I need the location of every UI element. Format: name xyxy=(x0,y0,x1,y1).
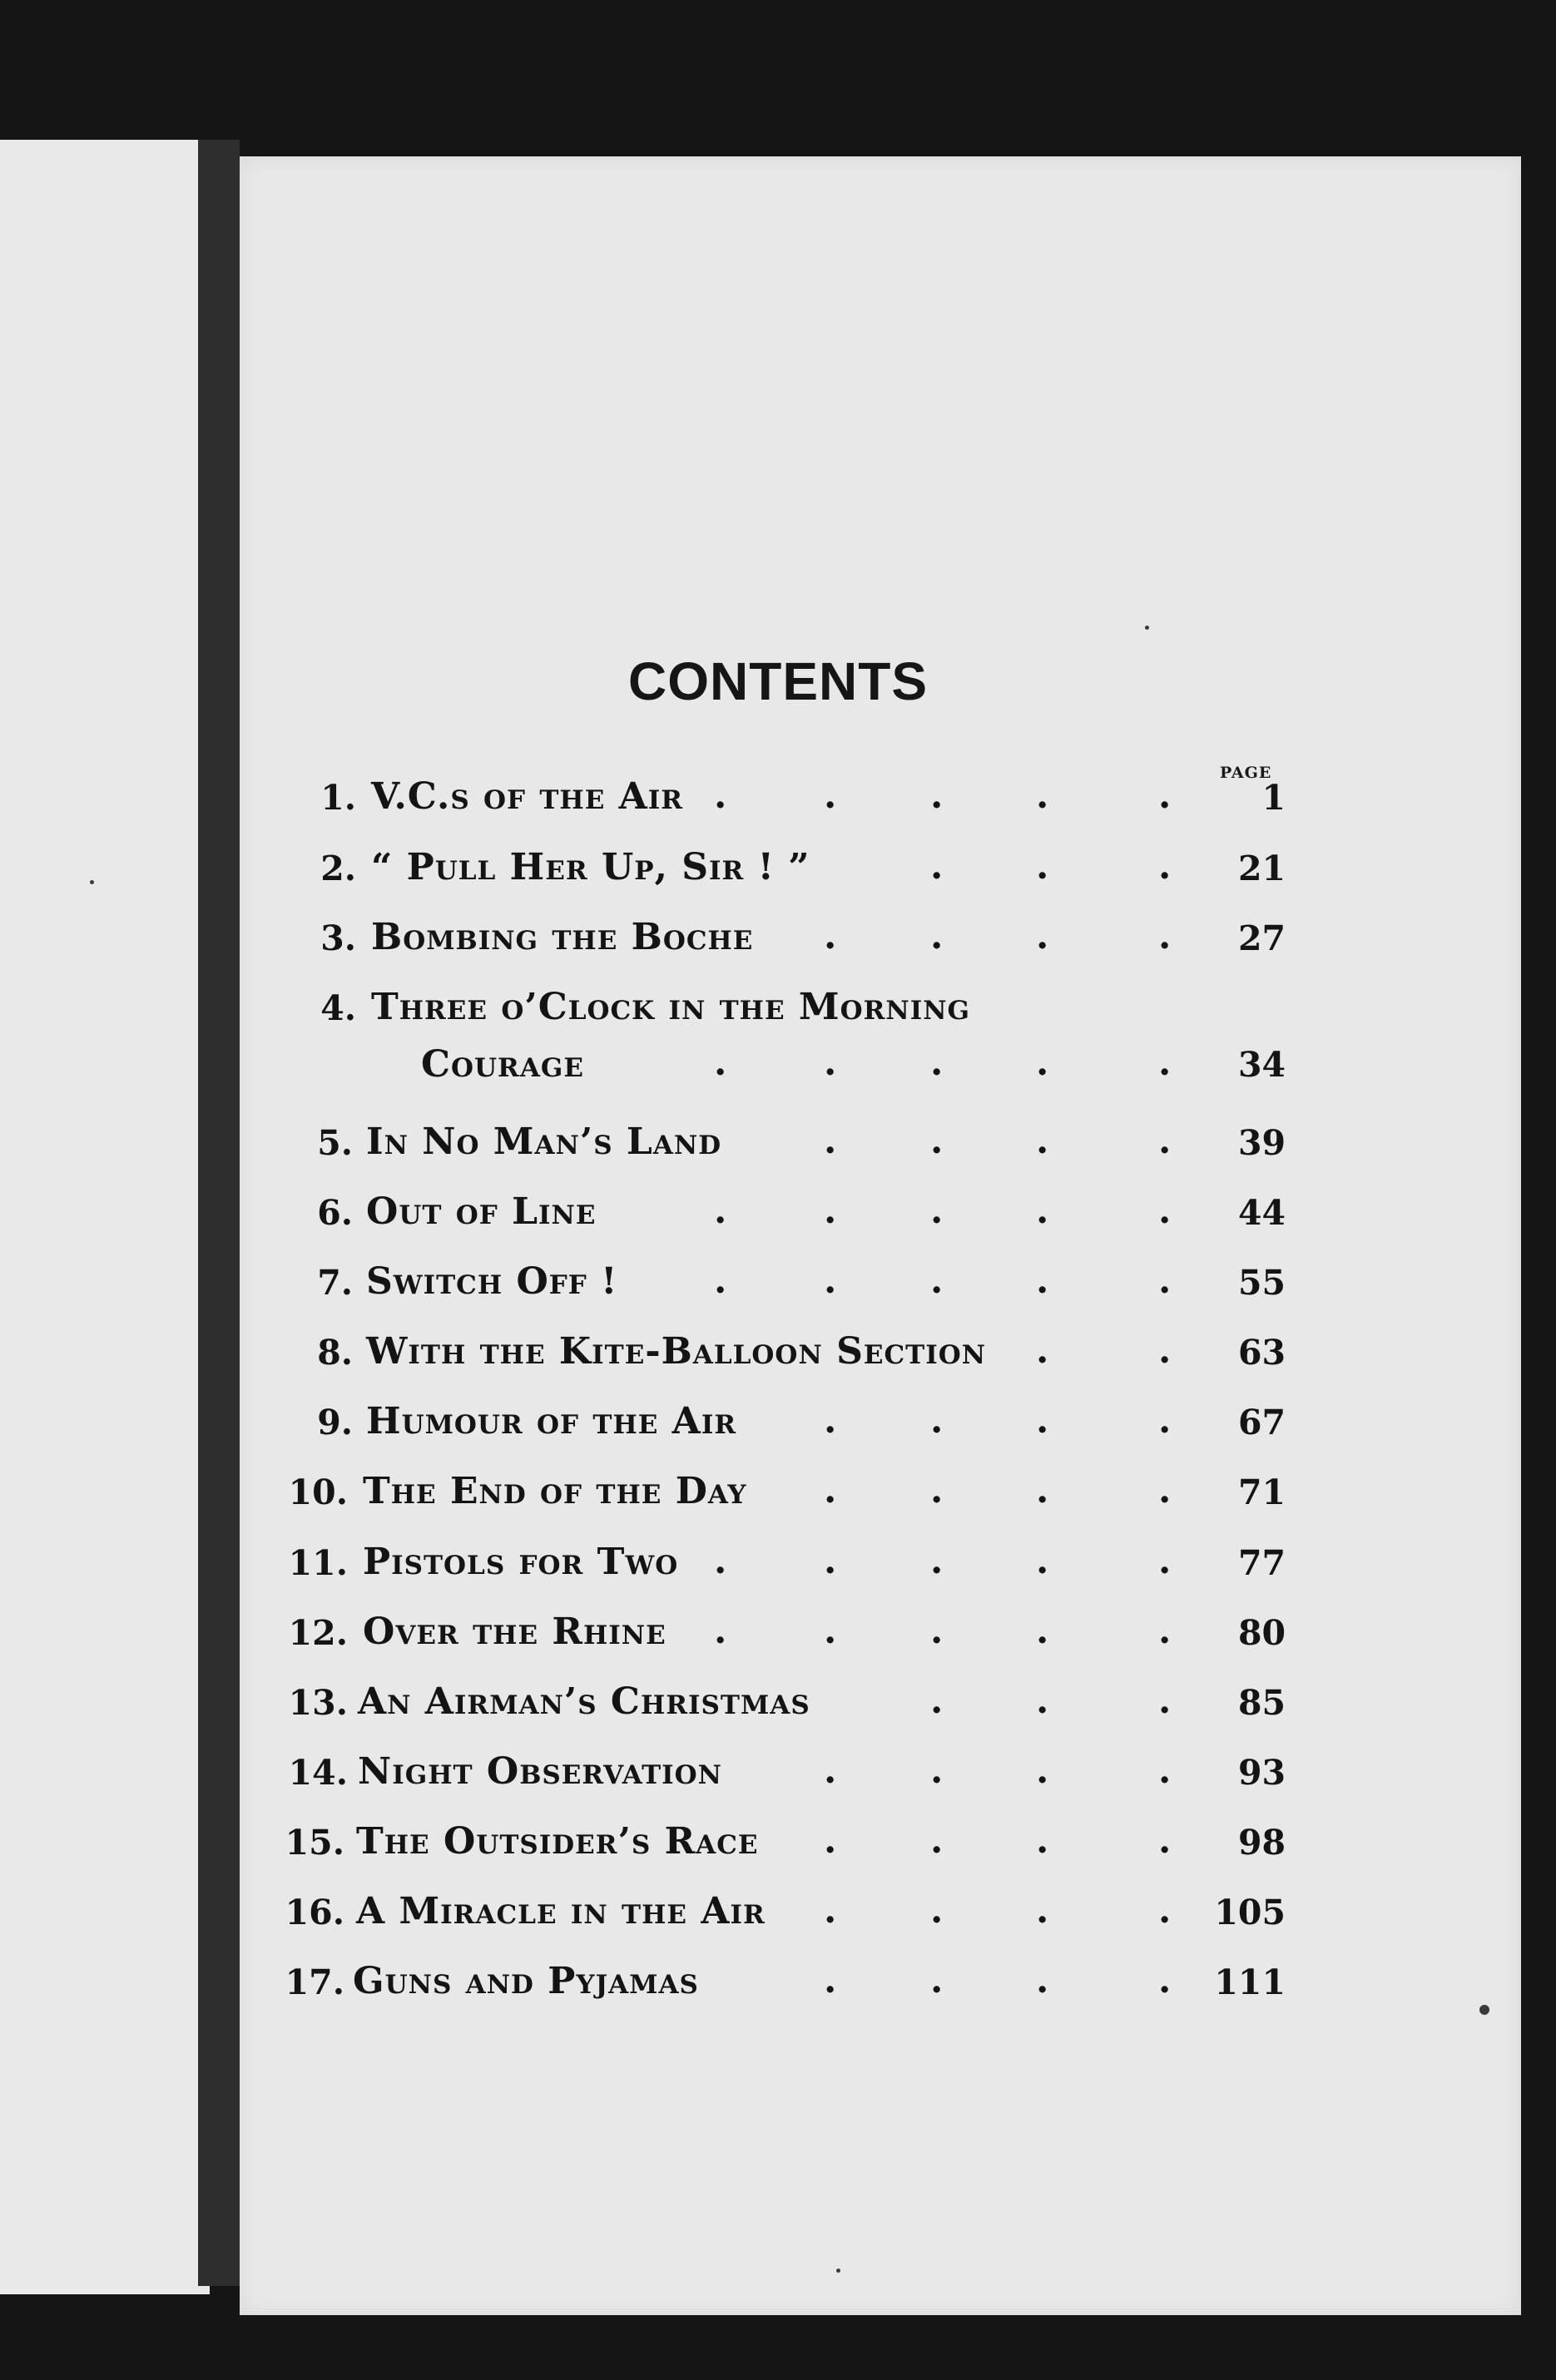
entry-page-number: 93 xyxy=(1237,1753,1286,1793)
entry-number: 1. xyxy=(320,778,356,818)
entry-title: Guns and Pyjamas xyxy=(353,1960,699,2002)
list-item xyxy=(0,915,1556,968)
entry-number: 5. xyxy=(317,1123,353,1163)
leader-dot: . xyxy=(1158,1259,1172,1302)
leader-dot: . xyxy=(824,1042,837,1084)
list-item xyxy=(0,774,1556,828)
leader-dot: . xyxy=(714,1610,727,1652)
list-item xyxy=(0,1540,1556,1593)
leader-dot: . xyxy=(824,1749,837,1792)
entry-page-number: 44 xyxy=(1237,1193,1286,1233)
leader-dot: . xyxy=(1036,1042,1049,1084)
leader-dot: . xyxy=(930,1190,944,1232)
leader-dot: . xyxy=(1158,1190,1172,1232)
list-item xyxy=(0,986,1556,1086)
leader-dot: . xyxy=(1158,1399,1172,1442)
entry-page-number: 85 xyxy=(1237,1683,1286,1723)
list-item xyxy=(0,1120,1556,1173)
leader-dot: . xyxy=(1158,1120,1172,1162)
entry-number: 13. xyxy=(288,1683,348,1723)
leader-dot: . xyxy=(930,1120,944,1162)
entry-number: 9. xyxy=(317,1403,353,1442)
leader-dot: . xyxy=(1158,1469,1172,1512)
leader-dot: . xyxy=(1036,1190,1049,1232)
leader-dot: . xyxy=(1036,1749,1049,1792)
leader-dot: . xyxy=(1036,1469,1049,1512)
entry-page-number: 111 xyxy=(1214,1962,1286,2002)
leader-dot: . xyxy=(1158,1329,1172,1372)
leader-dot: . xyxy=(1036,1259,1049,1302)
leader-dot: . xyxy=(824,1959,837,2001)
leader-dot: . xyxy=(824,1120,837,1162)
entry-page-number: 39 xyxy=(1237,1123,1286,1163)
leader-dot: . xyxy=(824,1610,837,1652)
entry-page-number: 27 xyxy=(1237,918,1286,958)
leader-dot: . xyxy=(1158,1680,1172,1722)
leader-dot: . xyxy=(824,774,837,817)
entry-page-number: 105 xyxy=(1214,1893,1286,1932)
entry-page-number: 71 xyxy=(1237,1472,1286,1512)
leader-dot: . xyxy=(930,845,944,888)
leader-dot: . xyxy=(714,1259,727,1302)
leader-dot: . xyxy=(1158,774,1172,817)
leader-dot: . xyxy=(930,1540,944,1582)
leader-dot: . xyxy=(930,1819,944,1862)
entry-title: Night Observation xyxy=(358,1750,722,1793)
leader-dot: . xyxy=(714,1042,727,1084)
list-item xyxy=(0,1819,1556,1873)
entry-title: Switch Off ! xyxy=(366,1260,618,1303)
entry-number: 6. xyxy=(317,1193,353,1233)
leader-dot: . xyxy=(1036,1959,1049,2001)
list-item xyxy=(0,1259,1556,1313)
list-item xyxy=(0,1749,1556,1803)
leader-dot: . xyxy=(1158,1749,1172,1792)
leader-dot: . xyxy=(824,1889,837,1932)
entry-number: 2. xyxy=(320,849,356,888)
leader-dot: . xyxy=(824,915,837,957)
list-item xyxy=(0,1610,1556,1663)
list-item xyxy=(0,1190,1556,1243)
entry-number: 14. xyxy=(288,1753,348,1793)
leader-dot: . xyxy=(1036,1540,1049,1582)
leader-dot: . xyxy=(1158,1819,1172,1862)
entry-number: 17. xyxy=(285,1962,344,2002)
list-item xyxy=(0,1469,1556,1522)
entry-page-number: 55 xyxy=(1237,1263,1286,1303)
entry-title: A Miracle in the Air xyxy=(356,1890,766,1932)
leader-dot: . xyxy=(1158,1889,1172,1932)
leader-dot: . xyxy=(930,1259,944,1302)
leader-dot: . xyxy=(714,1190,727,1232)
entry-title: Pistols for Two xyxy=(363,1541,679,1583)
leader-dot: . xyxy=(1036,1610,1049,1652)
entry-page-number: 34 xyxy=(1237,1045,1286,1085)
leader-dot: . xyxy=(1158,1042,1172,1084)
entry-page-number: 1 xyxy=(1261,778,1286,818)
leader-dot: . xyxy=(930,1610,944,1652)
leader-dot: . xyxy=(930,1749,944,1792)
leader-dot: . xyxy=(1036,774,1049,817)
leader-dot: . xyxy=(824,1469,837,1512)
leader-dot: . xyxy=(824,1399,837,1442)
entry-page-number: 67 xyxy=(1237,1403,1286,1442)
entry-page-number: 77 xyxy=(1237,1543,1286,1583)
leader-dot: . xyxy=(930,915,944,957)
leader-dot: . xyxy=(1036,1889,1049,1932)
leader-dot: . xyxy=(1036,1329,1049,1372)
leader-dot: . xyxy=(930,1889,944,1932)
entry-page-number: 80 xyxy=(1237,1613,1286,1653)
leader-dot: . xyxy=(930,1042,944,1084)
entry-number: 3. xyxy=(320,918,356,958)
leader-dot: . xyxy=(1036,1399,1049,1442)
list-item xyxy=(0,1680,1556,1733)
leader-dot: . xyxy=(1036,845,1049,888)
entry-number: 4. xyxy=(320,988,356,1028)
entry-title: Bombing the Boche xyxy=(371,916,754,958)
leader-dot: . xyxy=(930,1469,944,1512)
entry-page-number: 63 xyxy=(1237,1333,1286,1373)
leader-dot: . xyxy=(824,1819,837,1862)
entry-title: The End of the Day xyxy=(363,1470,747,1512)
entry-title: Three o’Clock in the Morning xyxy=(371,986,971,1028)
leader-dot: . xyxy=(824,1259,837,1302)
leader-dot: . xyxy=(1036,1120,1049,1162)
entry-number: 10. xyxy=(288,1472,348,1512)
entry-number: 12. xyxy=(288,1613,348,1653)
entry-title: Out of Line xyxy=(366,1190,597,1233)
leader-dot: . xyxy=(714,774,727,817)
entry-title: In No Man’s Land xyxy=(366,1121,722,1163)
entry-number: 7. xyxy=(317,1263,353,1303)
leader-dot: . xyxy=(714,1540,727,1582)
entry-title: Humour of the Air xyxy=(366,1400,737,1442)
entry-number: 11. xyxy=(288,1543,348,1583)
entry-number: 8. xyxy=(317,1333,353,1373)
entry-title: The Outsider’s Race xyxy=(356,1820,759,1863)
entry-page-number: 21 xyxy=(1237,849,1286,888)
list-item xyxy=(0,845,1556,898)
leader-dot: . xyxy=(930,1680,944,1722)
leader-dot: . xyxy=(1036,1680,1049,1722)
list-item xyxy=(0,1399,1556,1452)
entry-title: Over the Rhine xyxy=(363,1611,667,1653)
contents-heading: CONTENTS xyxy=(628,651,928,711)
entry-number: 15. xyxy=(285,1823,344,1863)
page-column-label: PAGE xyxy=(1220,764,1272,782)
leader-dot: . xyxy=(824,1190,837,1232)
leader-dot: . xyxy=(1158,915,1172,957)
entry-number: 16. xyxy=(285,1893,344,1932)
leader-dot: . xyxy=(930,1959,944,2001)
list-item xyxy=(0,1889,1556,1942)
leader-dot: . xyxy=(1158,1540,1172,1582)
entry-title: With the Kite-Balloon Section xyxy=(366,1330,987,1373)
leader-dot: . xyxy=(1158,1610,1172,1652)
leader-dot: . xyxy=(1158,845,1172,888)
leader-dot: . xyxy=(1036,915,1049,957)
leader-dot: . xyxy=(824,1540,837,1582)
leader-dot: . xyxy=(930,774,944,817)
list-item xyxy=(0,1959,1556,2012)
leader-dot: . xyxy=(1158,1959,1172,2001)
entry-title: V.C.s of the Air xyxy=(371,775,684,818)
entry-title: An Airman’s Christmas xyxy=(358,1680,810,1723)
entry-title-continuation: Courage xyxy=(421,1043,584,1086)
leader-dot: . xyxy=(930,1399,944,1442)
leader-dot: . xyxy=(1036,1819,1049,1862)
entry-page-number: 98 xyxy=(1237,1823,1286,1863)
entry-title: “ Pull Her Up, Sir ! ” xyxy=(371,846,810,888)
list-item xyxy=(0,1329,1556,1383)
